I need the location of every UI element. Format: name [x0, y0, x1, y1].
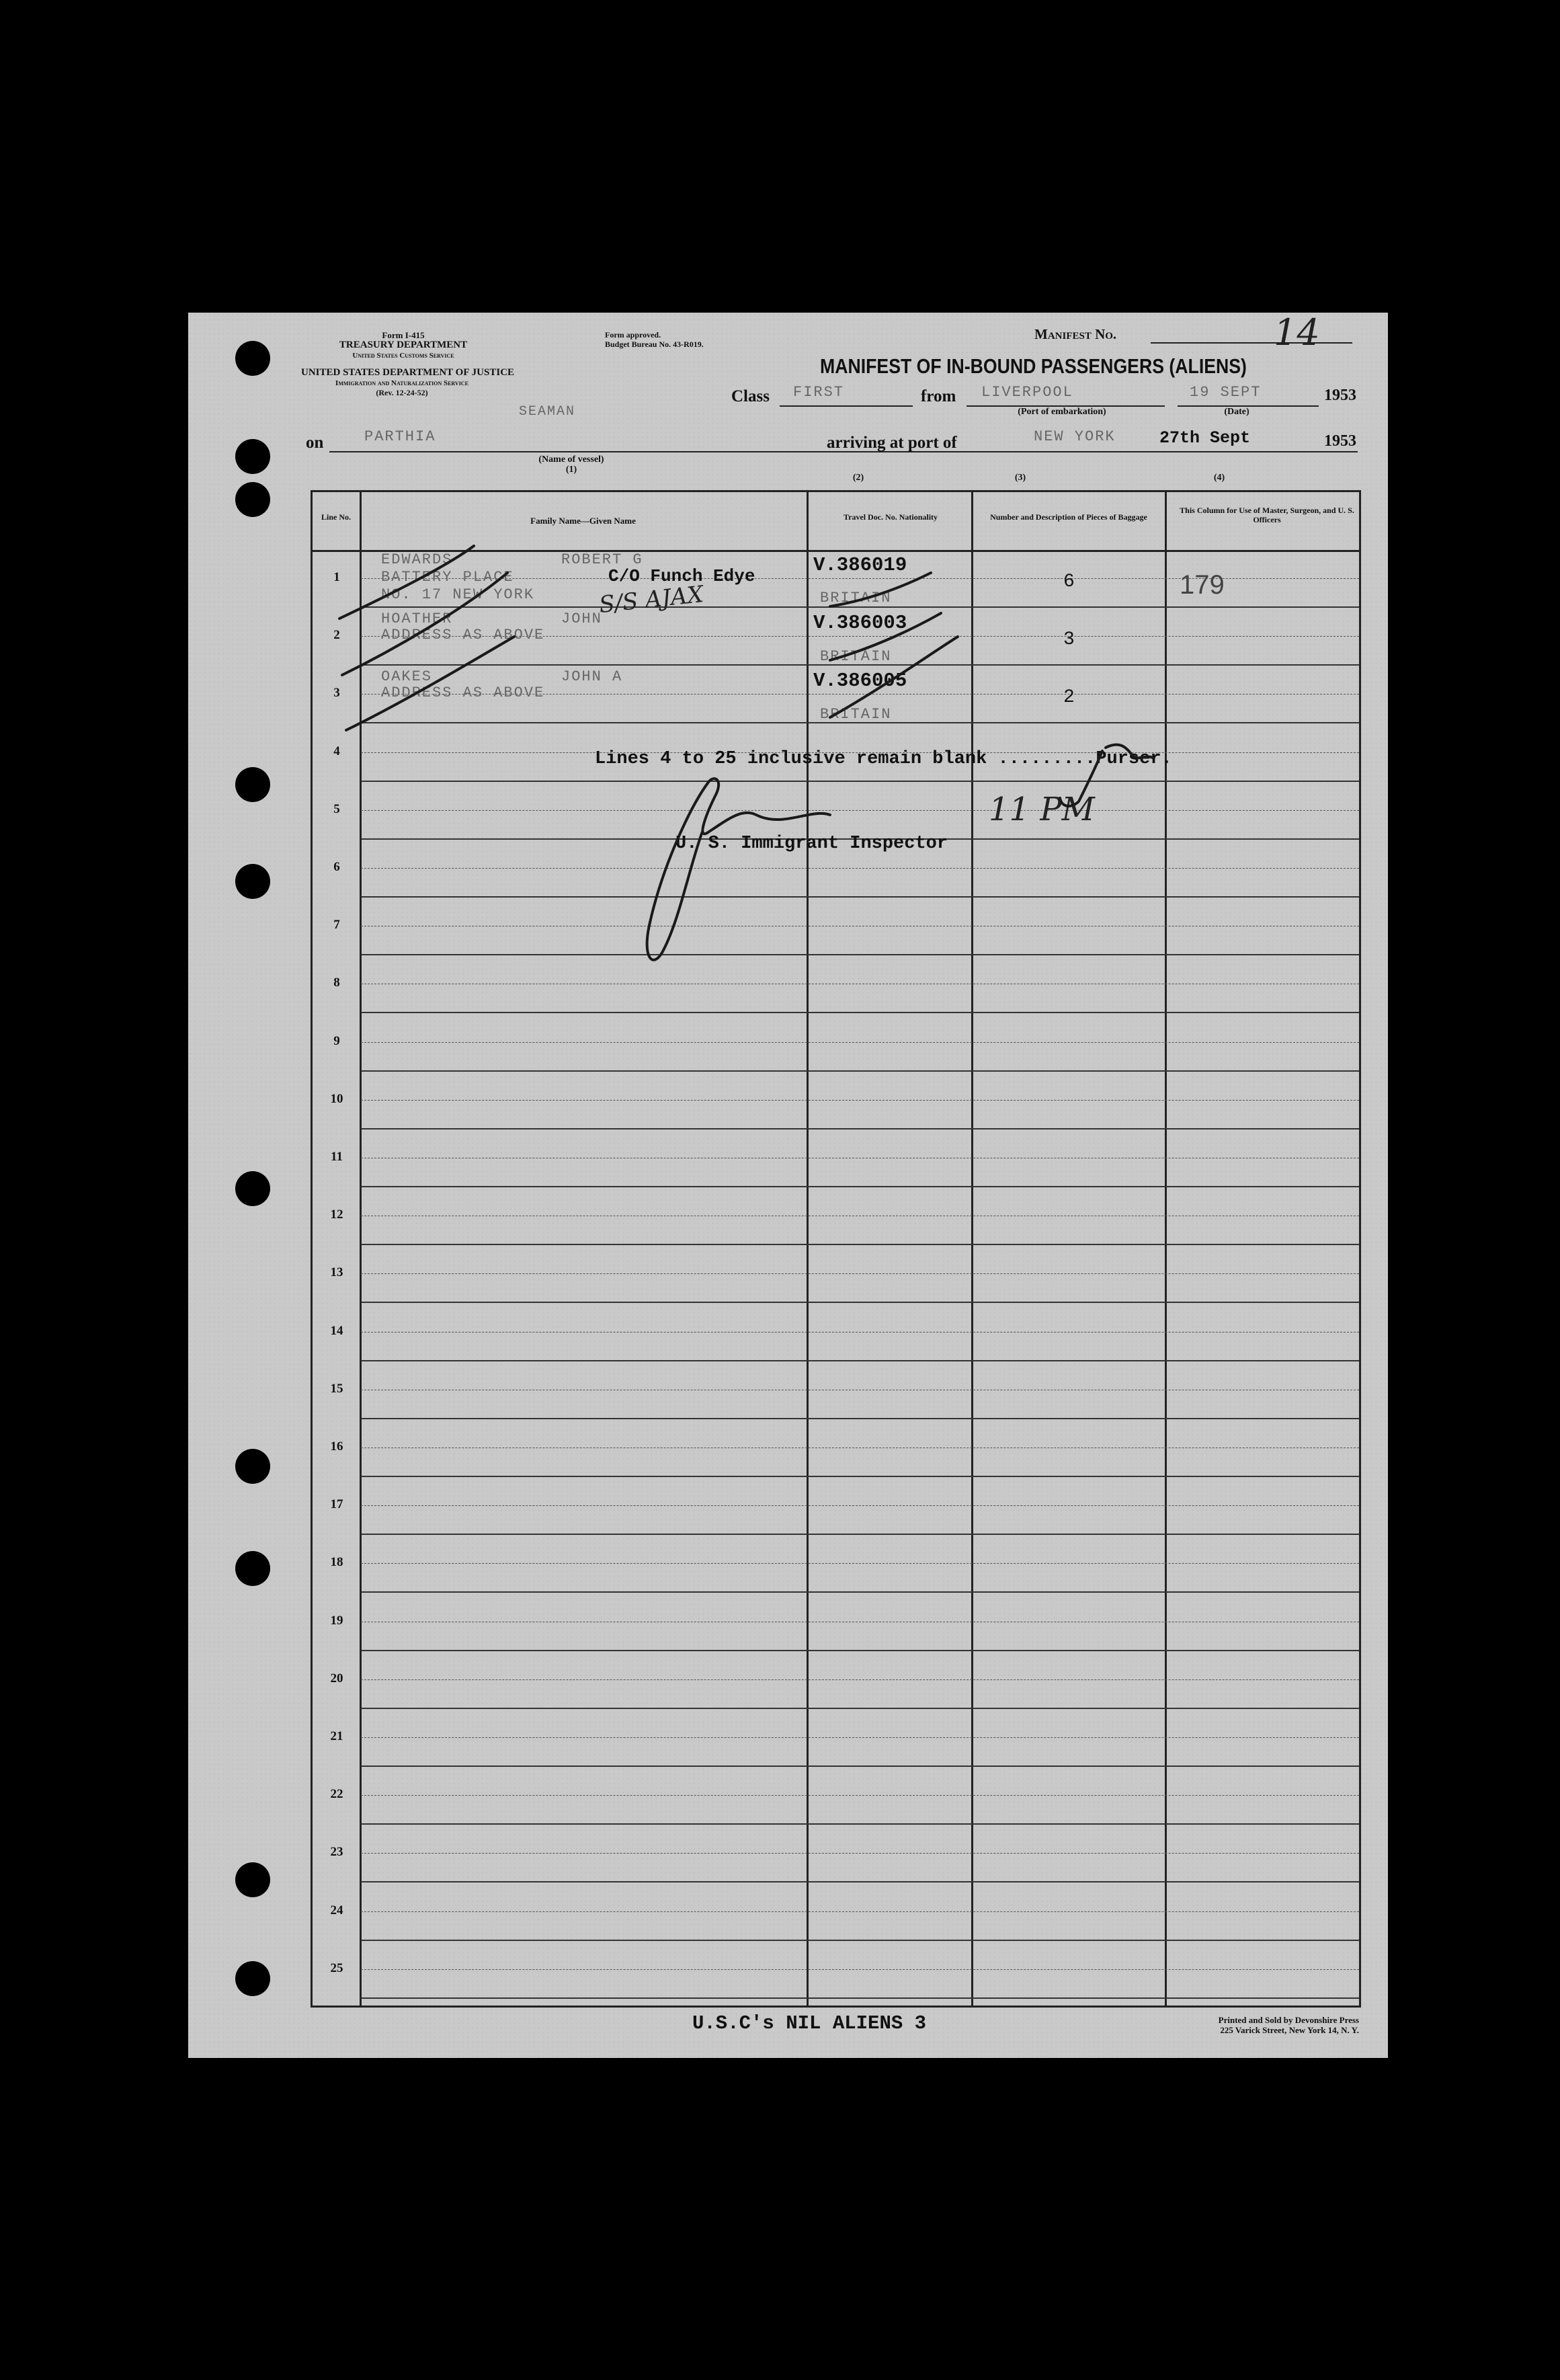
line-number: 23: [330, 1845, 343, 1860]
inspection-time: 11 PM: [989, 791, 1095, 828]
line-number: 17: [330, 1497, 343, 1512]
customs-service: United States Customs Service: [352, 352, 454, 360]
entry-2-family: HOATHER: [381, 610, 453, 627]
entry-3-family: OAKES: [381, 668, 433, 685]
table-row: [361, 1419, 1359, 1477]
table-row: [361, 1709, 1359, 1767]
table-row: [361, 955, 1359, 1013]
line-number: 8: [333, 976, 340, 990]
vessel-name: PARTHIA: [364, 428, 436, 445]
line-number: 14: [330, 1323, 343, 1338]
binder-hole: [235, 439, 270, 474]
binder-hole: [235, 1171, 270, 1206]
manifest-number: 14: [1274, 313, 1320, 354]
line-number: 13: [330, 1265, 343, 1280]
line-number: 2: [333, 628, 340, 643]
entry-1-doc: V.386019: [813, 554, 907, 576]
embarkation-date: 19 SEPT: [1190, 384, 1262, 401]
printer-line-2: 225 Varick Street, New York 14, N. Y.: [1220, 2025, 1359, 2035]
form-number: Form I-415: [382, 330, 425, 340]
binder-hole: [235, 1551, 270, 1586]
table-row: [361, 1129, 1359, 1187]
header-travel-doc: Travel Doc. No. Nationality: [843, 512, 938, 522]
line-number: 15: [330, 1381, 343, 1396]
table-row: [361, 1883, 1359, 1941]
line-number: 9: [333, 1033, 340, 1048]
budget-bureau: Budget Bureau No. 43-R019.: [605, 340, 704, 349]
arriving-label: arriving at port of: [827, 434, 957, 452]
arrival-port: NEW YORK: [1034, 428, 1116, 445]
table-row: [361, 1187, 1359, 1245]
line-number: 6: [333, 860, 340, 874]
blank-lines-note: Lines 4 to 25 inclusive remain blank .........Purser.: [595, 749, 1172, 769]
line-number: 18: [330, 1555, 343, 1570]
column-number-4: (4): [1213, 473, 1225, 483]
inspector-caption: U. S. Immigrant Inspector: [675, 834, 948, 854]
table-row: [361, 1304, 1359, 1361]
table-row: [361, 1941, 1359, 1999]
vessel-caption: (Name of vessel): [538, 454, 604, 465]
table-row: [361, 1014, 1359, 1072]
table-row: [361, 1361, 1359, 1419]
entry-1-address-line-1: BATTERY PLACE: [381, 569, 514, 586]
entry-2-nationality: BRITAIN: [820, 648, 892, 665]
table-row: [361, 1767, 1359, 1825]
class-value: FIRST: [793, 384, 845, 401]
printer-line-1: Printed and Sold by Devonshire Press: [1218, 2015, 1359, 2025]
line-number: 1: [333, 570, 340, 584]
binder-hole: [235, 482, 270, 517]
manifest-title: MANIFEST OF IN-BOUND PASSENGERS (ALIENS): [820, 354, 1247, 378]
table-row: [361, 1825, 1359, 1882]
entry-3-baggage: 2: [1063, 687, 1075, 708]
manifest-page: [188, 313, 1388, 2058]
table-row: [361, 1072, 1359, 1129]
entry-3-given: JOHN A: [561, 668, 623, 685]
binder-hole: [235, 1961, 270, 1996]
table-row: [361, 782, 1359, 840]
line-number: 12: [330, 1207, 343, 1222]
binder-hole: [235, 341, 270, 376]
binder-hole: [235, 767, 270, 802]
header-line-no: Line No.: [321, 512, 351, 522]
entry-1-given: ROBERT G: [561, 551, 643, 568]
line-number: 25: [330, 1960, 343, 1975]
date-caption: (Date): [1224, 407, 1249, 417]
justice-dept: UNITED STATES DEPARTMENT OF JUSTICE: [301, 367, 515, 378]
vessel-column-number: (1): [565, 465, 577, 475]
line-number: 24: [330, 1903, 343, 1917]
table-row: [361, 1593, 1359, 1651]
form-approved: Form approved.: [605, 330, 661, 340]
entry-1-address-line-2: NO. 17 NEW YORK: [381, 586, 535, 603]
revision: (Rev. 12-24-52): [376, 388, 428, 397]
embarkation-port: LIVERPOOL: [981, 384, 1073, 401]
line-number: 5: [333, 801, 340, 816]
line-number: 21: [330, 1729, 343, 1743]
embarkation-caption: (Port of embarkation): [1018, 407, 1106, 417]
ship-note: S/S AJAX: [598, 580, 705, 619]
arrival-date: 27th Sept: [1159, 428, 1251, 448]
entry-1-baggage: 6: [1063, 571, 1075, 592]
entry-1-family: EDWARDS: [381, 551, 453, 568]
line-number: 22: [330, 1787, 343, 1802]
line-number: 11: [331, 1150, 343, 1164]
ins-service: Immigration and Naturalization Service: [335, 379, 468, 387]
class-label: Class: [731, 387, 770, 405]
line-number: 20: [330, 1671, 343, 1685]
line-number: 4: [333, 744, 340, 758]
entry-2-doc: V.386003: [813, 612, 907, 634]
header-name: Family Name—Given Name: [530, 516, 636, 526]
entry-3-address: ADDRESS AS ABOVE: [381, 684, 545, 701]
entry-2-address: ADDRESS AS ABOVE: [381, 627, 545, 643]
line-number: 10: [330, 1091, 343, 1106]
entry-3-nationality: BRITAIN: [820, 706, 892, 723]
entry-2-baggage: 3: [1063, 629, 1075, 650]
treasury-dept: TREASURY DEPARTMENT: [339, 340, 468, 350]
line-number: 7: [333, 918, 340, 933]
passenger-table: [311, 490, 1361, 2008]
entry-1-nationality: BRITAIN: [820, 590, 892, 606]
line-number: 16: [330, 1439, 343, 1454]
on-label: on: [306, 434, 324, 452]
footer-note: U.S.C's NIL ALIENS 3: [692, 2012, 927, 2034]
line-number: 19: [330, 1613, 343, 1628]
header-baggage: Number and Description of Pieces of Baggage: [990, 512, 1147, 522]
embarkation-year: 1953: [1324, 387, 1356, 404]
binder-hole: [235, 1862, 270, 1897]
entry-1-officer-number: 179: [1180, 570, 1225, 600]
header-officers: This Column for Use of Master, Surgeon, and U. S. Officers: [1180, 506, 1354, 524]
entry-3-doc: V.386005: [813, 670, 907, 692]
table-row: [361, 1651, 1359, 1709]
table-row: [361, 1535, 1359, 1593]
table-row: [361, 1245, 1359, 1303]
binder-hole: [235, 864, 270, 899]
seaman-note: SEAMAN: [519, 404, 576, 420]
arrival-year: 1953: [1324, 432, 1356, 450]
care-of-note: C/O Funch Edye: [608, 566, 755, 586]
line-number: 3: [333, 686, 340, 701]
binder-hole: [235, 1449, 270, 1484]
from-label: from: [921, 387, 956, 405]
table-row: [361, 898, 1359, 955]
column-number-2: (2): [852, 473, 864, 483]
table-row: [361, 1477, 1359, 1535]
entry-2-given: JOHN: [561, 610, 602, 627]
manifest-no-label: Manifest No.: [1034, 326, 1117, 342]
column-number-3: (3): [1014, 473, 1026, 483]
